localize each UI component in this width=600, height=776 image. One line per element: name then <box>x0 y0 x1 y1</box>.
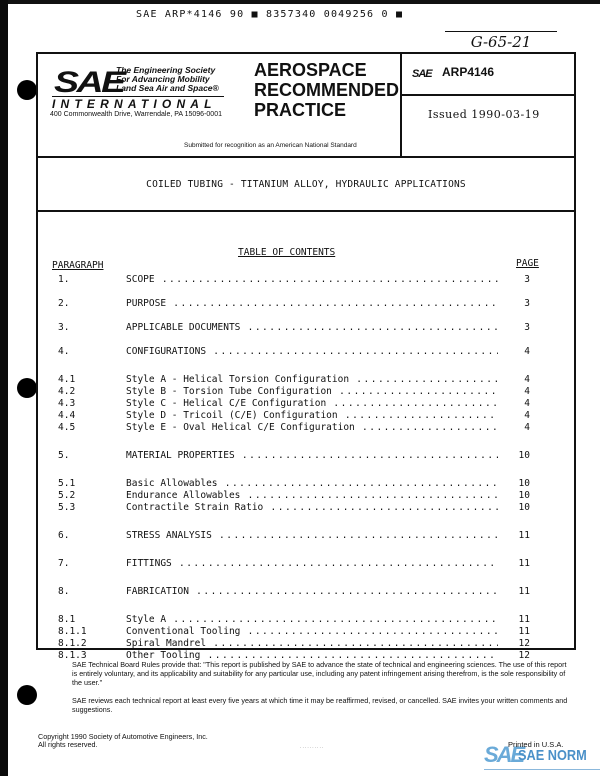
doc-number-cell <box>402 54 576 96</box>
handwritten-note: G-65-21 <box>445 31 557 51</box>
toc-entry-number: 5.3 <box>58 502 76 513</box>
toc-entry <box>38 490 574 502</box>
toc-entry-title: Style A ..... <box>126 614 498 626</box>
toc-entry-title: Style E - Oval Helical C/E Configuration ..... <box>126 422 498 434</box>
toc-entry-page: 3 <box>524 322 530 333</box>
toc-entry-title: Style A - Helical Torsion Configuration ..... <box>126 374 498 386</box>
toc-entry-title: Spiral Mandrel ..... <box>126 638 498 650</box>
sae-logo-mark: SAE <box>54 66 124 99</box>
faint-stamp: · · · · · · · · · · <box>300 745 324 750</box>
toc-entry-page: 11 <box>518 586 530 597</box>
toc-entry <box>38 614 574 626</box>
punch-hole <box>17 378 37 398</box>
toc-entry-page: 10 <box>518 490 530 501</box>
scan-left-edge <box>0 0 8 776</box>
toc-entry <box>38 530 574 542</box>
toc-entry-page: 4 <box>524 346 530 357</box>
toc-entry-page: 4 <box>524 398 530 409</box>
toc-entry-title: Style C - Helical C/E Configuration ..... <box>126 398 498 410</box>
document-id-box <box>400 54 576 156</box>
toc-heading: TABLE OF CONTENTS <box>238 247 336 258</box>
toc-entry-title: Basic Allowables ..... <box>126 478 498 490</box>
copyright <box>38 733 208 749</box>
toc-entry <box>38 450 574 462</box>
toc-entry-number: 8.1 <box>58 614 76 625</box>
toc-entry-page: 11 <box>518 626 530 637</box>
toc-entry-number: 5.1 <box>58 478 76 489</box>
toc-entry <box>38 298 574 310</box>
toc-entry-number: 2. <box>58 298 70 309</box>
toc-entry-number: 6. <box>58 530 70 541</box>
toc-entry <box>38 586 574 598</box>
toc-entry-title: Style D - Tricoil (C/E) Configuration ..... <box>126 410 498 422</box>
toc-entry-number: 8.1.1 <box>58 626 87 637</box>
toc-entry-page: 11 <box>518 614 530 625</box>
toc-entry-number: 8. <box>58 586 70 597</box>
watermark-text: SAE NORM <box>518 747 587 764</box>
toc-entry-page: 11 <box>518 530 530 541</box>
toc-entry <box>38 558 574 570</box>
toc-entry <box>38 274 574 286</box>
toc-entry-title: FABRICATION ..... <box>126 586 498 598</box>
rights-line: All rights reserved. <box>38 740 98 749</box>
toc-entry-page: 10 <box>518 478 530 489</box>
toc-entry <box>38 422 574 434</box>
scan-header-code: SAE ARP*4146 90 ■ 8357340 0049256 0 ■ <box>136 9 404 20</box>
document-title: COILED TUBING - TITANIUM ALLOY, HYDRAULIC APPLICATIONS <box>146 178 466 190</box>
toc-entry <box>38 410 574 422</box>
scan-top-edge <box>0 0 600 4</box>
toc-entry-title: SCOPE ..... <box>126 274 498 286</box>
toc-entry-number: 4.2 <box>58 386 76 397</box>
toc-entry-number: 4.4 <box>58 410 76 421</box>
toc-entry-page: 3 <box>524 274 530 285</box>
doc-type-line: PRACTICE <box>254 100 347 120</box>
toc-entry-title: Other Tooling ..... <box>126 650 498 662</box>
toc-entry-title: Conventional Tooling ..... <box>126 626 498 638</box>
toc-entry-page: 3 <box>524 298 530 309</box>
toc-entry-page: 10 <box>518 502 530 513</box>
toc-entry-number: 3. <box>58 322 70 333</box>
doc-type-line: RECOMMENDED <box>254 80 400 100</box>
toc-entry <box>38 502 574 514</box>
doc-number: ARP4146 <box>442 65 495 79</box>
toc-entry-number: 4. <box>58 346 70 357</box>
toc-entry-number: 7. <box>58 558 70 569</box>
toc-entry-number: 5. <box>58 450 70 461</box>
toc-entry-page: 12 <box>518 638 530 649</box>
issued-date: Issued 1990-03-19 <box>428 108 540 121</box>
tagline-line: For Advancing Mobility <box>116 74 210 84</box>
toc-entry <box>38 478 574 490</box>
toc-entry-page: 10 <box>518 450 530 461</box>
watermark-mark: SAE <box>484 742 524 767</box>
sae-tagline <box>116 66 256 93</box>
toc-entry-page: 4 <box>524 410 530 421</box>
toc-entry <box>38 374 574 386</box>
toc-entry-title: Style B - Torsion Tube Configuration ..... <box>126 386 498 398</box>
toc-entry <box>38 626 574 638</box>
document-frame <box>36 52 576 661</box>
toc-entry-title: CONFIGURATIONS ..... <box>126 346 498 358</box>
doc-type-line: AEROSPACE <box>254 60 367 80</box>
board-rules-notice: SAE Technical Board Rules provide that: "This report is published by SAE to advance the state of technical and engineering sciences. The use of this report is entirely voluntary, and its applicability and suitability for any particular use, including any patent infringement arising therefrom, is the sole responsibility of the user." <box>72 660 567 687</box>
copyright-line: Copyright 1990 Society of Automotive Engineers, Inc. <box>38 732 208 741</box>
toc-col-page: PAGE <box>516 258 539 269</box>
tagline-line: The Engineering Society <box>116 65 216 75</box>
toc-entry <box>38 386 574 398</box>
tagline-line: Land Sea Air and Space® <box>116 83 219 93</box>
document-header <box>38 54 574 158</box>
sae-address: 400 Commonwealth Drive, Warrendale, PA 15096-0001 <box>50 111 222 118</box>
toc-entry-title: PURPOSE ..... <box>126 298 498 310</box>
sae-international: INTERNATIONAL <box>52 96 224 111</box>
toc-entry-title: Contractile Strain Ratio ..... <box>126 502 498 514</box>
toc-entry-title: MATERIAL PROPERTIES ..... <box>126 450 498 462</box>
toc-entry-number: 1. <box>58 274 70 285</box>
toc-entry-number: 5.2 <box>58 490 76 501</box>
toc-entry-page: 4 <box>524 374 530 385</box>
toc-entry <box>38 398 574 410</box>
toc-entry-page: 12 <box>518 650 530 661</box>
printed-in: Printed in U.S.A. <box>508 740 564 749</box>
toc-entry <box>38 346 574 358</box>
toc-col-paragraph: PARAGRAPH <box>52 260 104 271</box>
document-title-row <box>38 158 574 212</box>
toc-entry-page: 4 <box>524 386 530 397</box>
toc-entry-number: 8.1.2 <box>58 638 87 649</box>
toc-entry <box>38 638 574 650</box>
toc-entry-title: FITTINGS ..... <box>126 558 498 570</box>
document-type <box>254 60 399 120</box>
toc-entry-number: 4.3 <box>58 398 76 409</box>
toc-entry-title: STRESS ANALYSIS ..... <box>126 530 498 542</box>
toc-entry-title: APPLICABLE DOCUMENTS ..... <box>126 322 498 334</box>
sae-small-logo: SAE <box>412 68 432 80</box>
toc-entry-title: Endurance Allowables ..... <box>126 490 498 502</box>
toc-entry-page: 4 <box>524 422 530 433</box>
punch-hole <box>17 685 37 705</box>
watermark-rule <box>484 769 600 770</box>
submitted-note: Submitted for recognition as an American National Standard <box>184 142 357 149</box>
toc-entry-page: 11 <box>518 558 530 569</box>
toc-entry <box>38 322 574 334</box>
toc-entry-number: 8.1.3 <box>58 650 87 661</box>
punch-hole <box>17 80 37 100</box>
toc-entry-number: 4.5 <box>58 422 76 433</box>
toc-entry-number: 4.1 <box>58 374 76 385</box>
review-notice: SAE reviews each technical report at least every five years at which time it may be reaffirmed, revised, or cancelled. SAE invites your written comments and suggestions. <box>72 696 568 714</box>
